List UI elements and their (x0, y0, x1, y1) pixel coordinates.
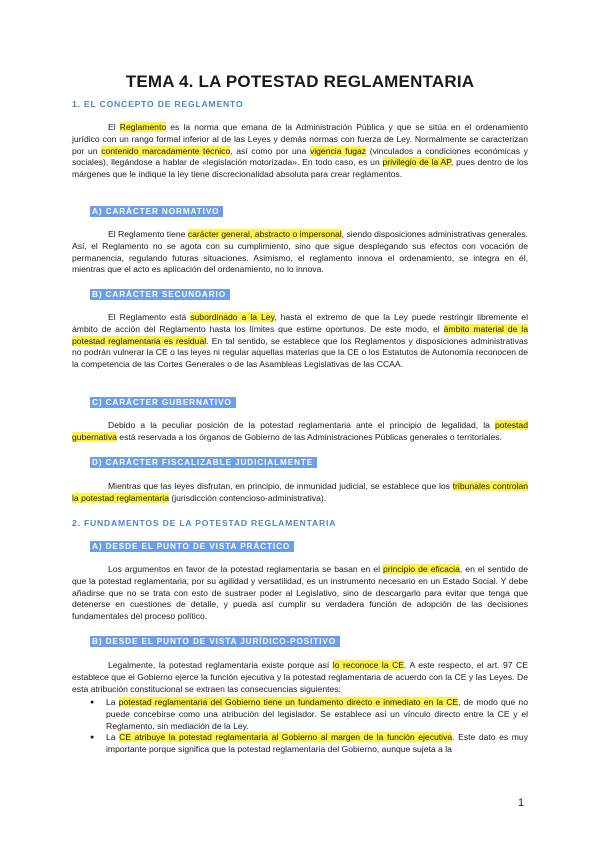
section-1-intro: El Reglamento es la norma que emana de la Administración Pública y que se sitúa en el ordenamiento jurídico con un rango formal inferior al de las Leyes y demás normas con fuerza de Ley. Normalmente se caracterizan por un contenido marcadamente técnico, así como por una vigencia fugaz (vinculados a condiciones económicas y sociales), llegándose a hablar de «legislación motorizada». En todo caso, es un privilegio de la AP, pues dentro de los márgenes que le indique la ley tiene discrecionalidad absoluta para crear reglamentos. (72, 122, 528, 180)
highlight: Reglamento (119, 122, 167, 132)
highlight: ámbito material de la potestad reglamentaria es residual (72, 323, 528, 346)
subsection-1c-text: Debido a la peculiar posición de la potestad reglamentaria ante el principio de legalidad, la potestad gubernativa está reservada a los órganos de Gobierno de las Administraciones Públicas generales o territoriales. (72, 420, 528, 442)
subsection-1b-heading: B) CARÁCTER SECUNDARIO (90, 290, 230, 299)
subsection-2b-heading: B) DESDE EL PUNTO DE VISTA JURÍDICO-POSITIVO (90, 637, 340, 646)
subsection-1b-text: El Reglamento está subordinado a la Ley, hasta el extremo de que la Ley puede restringir libremente el ámbito de acción del Reglamento hasta los límites que estime oportunos. De este modo, el ámbito material de la potestad reglamentaria es residual. En tal sentido, se establece que los Reglamentos y disposiciones administrativas no podrán vulnerar la CE o las leyes ni regular aquellas materias que la CE o los Estatutos de Autonomía reconocen de la competencia de las Cortes Generales o de las Asambleas Legislativas de las CCAA. (72, 312, 528, 370)
highlight: carácter general, abstracto o impersonal (187, 229, 342, 239)
page-number: 1 (518, 797, 525, 809)
highlight: contenido marcadamente técnico (101, 145, 231, 156)
highlight: potestad gubernativa (72, 420, 528, 442)
highlight: lo reconoce la CE (332, 660, 405, 670)
section-2-heading: 2. FUNDAMENTOS DE LA POTESTAD REGLAMENTARIA (72, 518, 337, 528)
subsection-1d-heading: D) CARÁCTER FISCALIZABLE JUDICIALMENTE (90, 458, 317, 467)
highlight: potestad reglamentaria del Gobierno tiene un fundamento directo e inmediato en la CE (118, 697, 459, 707)
highlight: privilegio de la AP (382, 157, 451, 168)
list-item: ● La CE atribuye la potestad reglamentaria al Gobierno al margen de la función ejecutiva. Este dato es muy importante porque significa que la potestad reglamentaria del Gobierno, aunque sujeta a la (90, 732, 528, 756)
highlight: CE atribuye la potestad reglamentaria al Gobierno al margen de la función ejecutiva (119, 732, 453, 743)
document-title: TEMA 4. LA POTESTAD REGLAMENTARIA (125, 72, 475, 91)
highlight: vigencia fugaz (309, 145, 367, 156)
highlight: tribunales controlan la potestad reglamentaria (72, 481, 528, 503)
subsection-1d-text: Mientras que las leyes disfrutan, en principio, de inmunidad judicial, se establece que los tribunales controlan la potestad reglamentaria (jurisdicción contencioso-administrativa). (72, 481, 528, 503)
consequences-list (90, 697, 528, 756)
subsection-2b-text: Legalmente, la potestad reglamentaria existe porque así lo reconoce la CE. A este respecto, el art. 97 CE establece que el Gobierno ejerce la función ejecutiva y la potestad reglamentaria de acuerdo con la CE y las Leyes. De esta atribución constitucional se extraen las consecuencias siguientes: (72, 660, 528, 694)
subsection-1a-text: El Reglamento tiene carácter general, abstracto o impersonal, siendo disposiciones administrativas generales. Así, el Reglamento no se agota con su cumplimiento, sino que sigue desplegando sus efectos con vocación de permanencia, regulando futuras situaciones. Asimismo, el reglamento innova el ordenamiento, se integra en él, mientras que el acto es aplicación del ordenamiento, no lo innova. (72, 229, 529, 275)
highlight: principio de eficacia (383, 564, 460, 574)
subsection-1a-heading: A) CARÁCTER NORMATIVO (90, 207, 223, 216)
list-item: ● La potestad reglamentaria del Gobierno tiene un fundamento directo e inmediato en la CE, de modo que no puede concebirse como una atribución del legislador. Se establece así un vínculo directo entre la CE y el Reglamento, sin mediación de la Ley. (90, 697, 528, 732)
subsection-2a-heading: A) DESDE EL PUNTO DE VISTA PRÁCTICO (90, 542, 294, 551)
subsection-1c-heading: C) CARÁCTER GUBERNATIVO (90, 398, 236, 407)
subsection-2a-text: Los argumentos en favor de la potestad reglamentaria se basan en el principio de eficacia, en el sentido de que la potestad reglamentaria, por su agilidad y versatilidad, es un instrumento necesario en un Estado Social. Y debe añadirse que no se trata con esto de sustraer poder al Legislativo, sino de descargarlo para evitar que tenga que detenerse en cuestiones de detalle, y pueda así cumplir su verdadera función de adopción de las decisiones fundamentales del proceso político. (72, 564, 528, 622)
section-1-heading: 1. EL CONCEPTO DE REGLAMENTO (72, 99, 244, 109)
highlight: subordinado a la Ley (190, 312, 275, 322)
